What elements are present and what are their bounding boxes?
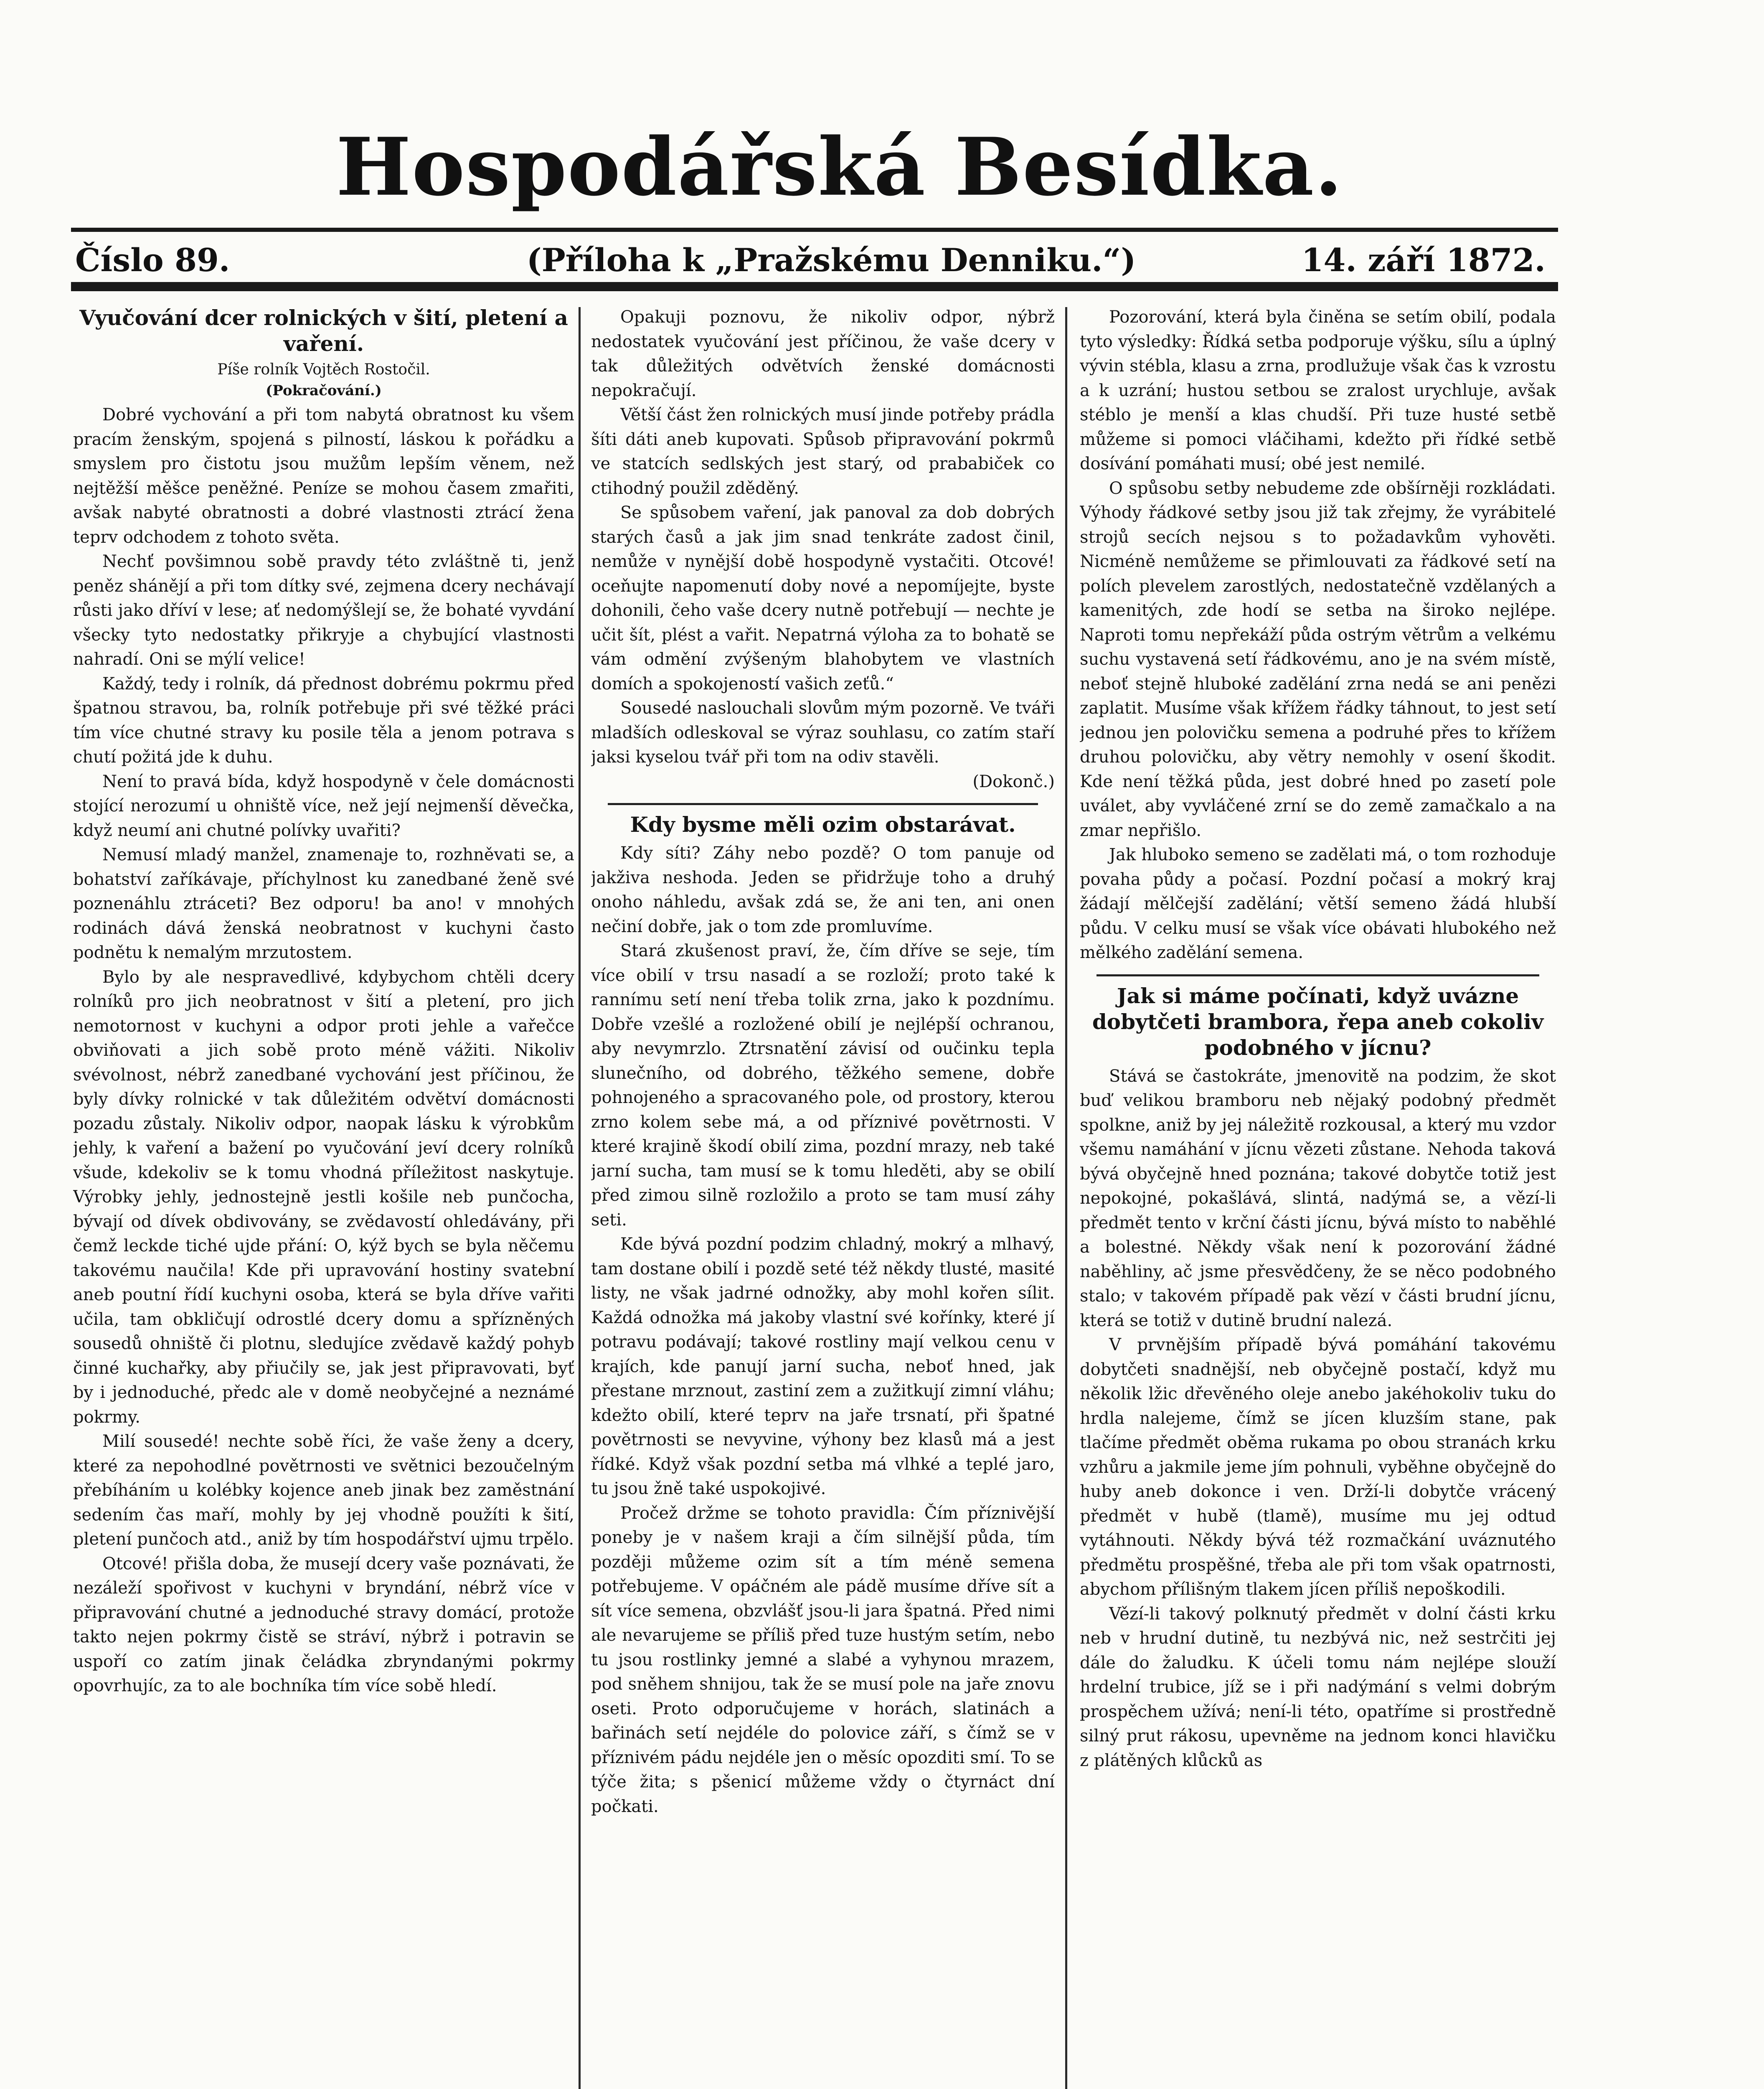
article-title: Kdy bysme měli ozim obstarávat.: [630, 812, 1016, 837]
issue-date: 14. září 1872.: [1301, 241, 1546, 279]
article-separator: [608, 803, 1038, 805]
column-3: [1080, 305, 1556, 2089]
masthead-rule-bottom: [71, 282, 1558, 291]
paragraph: Není to pravá bída, když hospodyně v čele domácnosti stojící nerozumí u ohniště více, než její nejmenší děvečka, když neumí ani chutné polívky uvařiti?: [73, 772, 574, 840]
article-continued: (Pokračování.): [266, 382, 382, 399]
article-title: Jak si máme počínati, když uvázne dobytčeti brambora, řepa aneb cokoliv podobného v jícnu?: [1092, 983, 1544, 1060]
masthead-rule-top: [71, 228, 1558, 232]
paragraph: Nemusí mladý manžel, znamenaje to, rozhněvati se, a bohatství zaříkávaje, příchylnost ku zanedbané ženě své poznenáhlu ztráceti? Bez odporu! ba ano! v mnohých rodinách dává ženská neobratnost v kuchyni často podnětu k nemalým mrzutostem.: [73, 845, 574, 962]
paragraph: Jak hluboko semeno se zadělati má, o tom rozhoduje povaha půdy a počasí. Pozdní počasí a mokrý kraj žádají mělčejší zadělání; větší semeno žádá hlubší půdu. V celku musí se však více obávati hlubokého než mělkého zadělání semena.: [1080, 845, 1556, 962]
paragraph: Opakuji poznovu, že nikoliv odpor, nýbrž nedostatek vyučování jest příčinou, že vaše dcery v tak důležitých odvětvích ženské domácnosti nepokračují.: [591, 308, 1055, 400]
paragraph: Se spůsobem vaření, jak panoval za dob dobrých starých časů a jak jim snad tenkráte zadost činil, nemůže v nynější době hospodyně vystačiti. Otcové! oceňujte napomenutí doby nové a nepomíjejte, byste dohonili, čeho vaše dcery nutně potřebují — nechte je učit šít, plést a vařit. Nepatrná výloha za to bohatě se vám odmění zvýšeným blahobytem ve vlastních domích a spokojeností vašich zeťů.“: [591, 503, 1055, 694]
column-divider: [1065, 307, 1067, 2089]
paragraph: Pozorování, která byla činěna se setím obilí, podala tyto výsledky: Řídká setba podporuje výšku, sílu a úplný vývin stébla, klasu a zrna, prodlužuje však čas k vzrostu a k uzrání; hustou setbou se zralost urychluje, avšak stéblo je menší a klas chudší. Při tuze husté setbě můžeme si pomoci vláčihami, kdežto při řídké setbě dosívání pomáhati musí; obé jest nemilé.: [1080, 308, 1556, 473]
paragraph: Stará zkušenost praví, že, čím dříve se seje, tím více obilí v trsu nasadí a se rozloží; proto také k rannímu setí není třeba tolik zrna, jako k pozdnímu. Dobře vzešlé a rozložené obilí je nejlépší ochranou, aby nevymrzlo. Ztrsnatění závisí od oučinku tepla slunečního, od dobrého, těžkého semene, dobře pohnojeného a spracovaného pole, od prostory, kterou zrno kolem sebe má, a od příznivé povětrnosti. V které krajině škodí obilí zima, pozdní mrazy, neb také jarní sucha, tam musí se k tomu hleděti, aby se obilí před zimou silně rozložilo a proto se tam musí záhy seti.: [591, 941, 1055, 1230]
article-separator: [1096, 974, 1539, 976]
paragraph: Pročež držme se tohoto pravidla: Čím příznivější poneby je v našem kraji a čím silnější půda, tím později můžeme ozim sít a tím méně semena potřebujeme. V opáčném ale pádě musíme dříve sít a sít více semena, obzvlášť jsou-li jara špatná. Před nimi ale nevarujeme se příliš před tuze hustým setím, nebo tu jsou rostlinky jemné a slabé a vyhynou mrazem, pod sněhem shnijou, tak že se musí pole na jaře znovu oseti. Proto odporučujeme v horách, slatinách a bařinách setí nejdéle do polovice září, s čímž se v příznivém pádu nejdéle jen o měsíc opozditi smí. To se týče žita; s pšenicí můžeme vždy o čtyrnáct dní počkati.: [591, 1503, 1055, 1816]
article-title: Vyučování dcer rolnických v šití, pletení a vaření.: [79, 305, 568, 356]
paragraph: Každý, tedy i rolník, dá přednost dobrému pokrmu před špatnou stravou, ba, rolník potřebuje při své těžké práci tím více chutné stravy ku posile těla a jenom potrava s chutí požitá jde k duhu.: [73, 674, 574, 767]
paragraph: Vězí-li takový polknutý předmět v dolní části krku neb v hrudní dutině, tu nezbývá nic, než sestrčiti jej dále do žaludku. K účeli tomu nám nejlépe slouží hrdelní trubice, jíž se i při nadýmání s velmi dobrým prospěchem užívá; není-li této, opatříme si prostředně silný prut rákosu, upevněme na jednom konci hlavičku z plátěných klůcků as: [1080, 1604, 1556, 1770]
paragraph: Kde bývá pozdní podzim chladný, mokrý a mlhavý, tam dostane obilí i pozdě seté též někdy tlusté, masité listy, ne však jadrné odnožky, aby mohl kořen sílit. Každá odnožka má jakoby vlastní své kořínky, které jí potravu podávají; takové rostliny mají velkou cenu v krajích, kde panují jarní sucha, neboť hned, jak přestane mrznout, zastiní zem a zužitkují zimní vláhu; kdežto obilí, které teprv na jaře trsnatí, při špatné povětrnosti se nevyvine, výhony bez klasů má a jest řídké. Když však pozdní setba má vlhké a teplé jaro, tu jsou žně také uspokojivé.: [591, 1235, 1055, 1498]
paragraph: Dobré vychování a při tom nabytá obratnost ku všem pracím ženským, spojená s pilností, láskou k pořádku a smyslem pro čistotu jsou mužům lepším věnem, než nejtěžší měšce peněžné. Peníze se mohou časem zmařiti, avšak nabyté obratnosti a dobré vlastnosti ztrácí žena teprv odchodem z tohoto světa.: [73, 405, 574, 547]
paragraph: Nechť povšimnou sobě pravdy této zvláštně ti, jenž peněz shánějí a při tom dítky své, zejmena dcery nechávají růsti jako dříví v lese; ať nedomýšlejí se, že bohaté vyvdání všecky tyto nedostatky přikryje a chybující vlastnosti nahradí. Oni se mýlí velice!: [73, 552, 574, 669]
paragraph: O spůsobu setby nebudeme zde obšírněji rozkládati. Výhody řádkové setby jsou již tak zřejmy, že vyrábitelé strojů secích nejsou s to požadavkům vyhověti. Nicméně nemůžeme se přimlouvati za řádkové setí na polích plevelem zarostlých, nedostatečně vzdělaných a kamenitých, zde hodí se setba na široko nejlépe. Naproti tomu nepřekáží půda ostrým větrům a velkému suchu vystavená setí řádkovému, ano je na svém místě, neboť stejně hluboké zadělání zrna nedá se ani penězi zaplatit. Musíme však křížem řádky táhnout, to jest setí jednou jen polovičku semena a podruhé přes to křížem druhou polovičku, aby větry nemohly v osení škodit. Kde není těžká půda, jest dobré hned po zasetí pole uválet, aby vyvláčené zrní se do země zamačkalo a na zmar nepřišlo.: [1080, 478, 1556, 840]
paragraph: Sousedé naslouchali slovům mým pozorně. Ve tváři mladších odleskoval se výraz souhlasu, co zatím staří jaksi kyselou tvář při tom na odiv stavěli.: [591, 699, 1055, 767]
article-signoff: (Dokonč.): [972, 772, 1055, 791]
issue-number: Číslo 89.: [75, 241, 230, 279]
paragraph: Otcové! přišla doba, že musejí dcery vaše poznávati, že nezáleží spořivost v kuchyni v bryndání, nébrž více v připravování chutné a jednoduché stravy domácí, protože takto nejen pokrmy čistě se stráví, nýbrž i potravin se uspoří co zatím jinak čeládka zbryndanými pokrmy opovrhujíc, za to ale bochníka tím více sobě hledí.: [73, 1554, 574, 1695]
column-divider: [579, 307, 581, 2089]
paragraph: Větší část žen rolnických musí jinde potřeby prádla šíti dáti aneb kupovati. Spůsob připravování pokrmů ve statcích sedlských jest starý, od prababiček co ctihodný použil zděděný.: [591, 405, 1055, 498]
column-1: [73, 305, 574, 2089]
masthead-title: Hospodářská Besídka.: [336, 120, 1343, 213]
column-2: [591, 305, 1055, 2089]
article-byline: Píše rolník Vojtěch Rostočil.: [217, 361, 430, 378]
paragraph: Kdy síti? Záhy nebo pozdě? O tom panuje od jakživa neshoda. Jeden se přidržuje toho a druhý onoho náhledu, avšak zdá se, že ani ten, ani onen nečiní dobře, jak o tom zde promluvíme.: [591, 844, 1055, 936]
paragraph: Stává se častokráte, jmenovitě na podzim, že skot buď velikou bramboru neb nějaký podobný předmět spolkne, aniž by jej náležitě rozkousal, a který mu vzdor všemu namáhání v jícnu vězeti zůstane. Nehoda taková bývá obyčejně hned poznána; takové dobytče totiž jest nepokojné, pokašlává, slintá, nadýmá se, a vězí-li předmět tento v krční části jícnu, bývá místo to naběhlé a bolestné. Někdy však není k pozorování žádné naběhliny, ač jsme přesvědčeny, že se něco podobného stalo; v takovém případě pak vězí v části brudní jícnu, která se totiž v dutině brudní nalezá.: [1080, 1066, 1556, 1330]
supplement-note: (Příloha k „Pražskému Denniku.“): [526, 241, 1136, 279]
paragraph: V prvnějším případě bývá pomáhání takovému dobytčeti snadnější, neb obyčejně postačí, když mu několik lžic dřevěného oleje anebo jakéhokoliv tuku do hrdla nalejeme, čímž se jícen kluzším stane, pak tlačíme předmět oběma rukama po obou stranách krku vzhůru a jakmile jeme jím pohnuli, vyběhne obyčejně do huby aneb dokonce i ven. Drží-li dobytče vrácený předmět v hubě (tlamě), musíme mu jej odtud vytáhnouti. Někdy bývá též rozmačkání uváznutého předmětu prospěšné, třeba ale při tom však opatrnosti, abychom přílišným tlakem jícen příliš nepoškodili.: [1080, 1335, 1556, 1599]
paragraph: Milí sousedé! nechte sobě říci, že vaše ženy a dcery, které za nepohodlné povětrnosti ve světnici bezoučelným přebíháním u kolébky kojence aneb jinak bez zaměstnání sedením čas maří, mohly by jej vhodně použíti k šití, pletení punčoch atd., aniž by tím hospodářství ujmu trpělo.: [73, 1432, 574, 1549]
paragraph: Bylo by ale nespravedlivé, kdybychom chtěli dcery rolníků pro jich neobratnost v šití a pletení, pro jich nemotornost v kuchyni a odpor proti jehle a vařečce obviňovati a jich sobě proto méně vážiti. Nikoliv svévolnost, nébrž zanedbané vychování jest příčinou, že byly dívky rolnické v tak důležitém odvětví domácnosti pozadu zůstaly. Nikoliv odpor, naopak lásku k výrobkům jehly, k vaření a bažení po vyučování jeví dcery rolníků všude, kdekoliv se k tomu vhodná příležitost naskytuje. Výrobky jehly, jednostejně jestli košile neb punčocha, bývají od dívek obdivovány, se zvědavostí ohledávány, při čemž leckde tiché ujde přání: O, kýž bych se byla něčemu takovému naučila! Kde při upravování hostiny svatební aneb poutní řídí kuchyni osoba, která se byla dříve vařiti učila, tam obkličují odrostlé dcery domu a spřízněných sousedů ohniště či plotnu, sledujíce zvědavě každý pohyb činné kuchařky, aby přiučily se, jak jest připravovati, byť by i jednoduché, předc ale v domě neobyčejné a neznámé pokrmy.: [73, 967, 574, 1427]
